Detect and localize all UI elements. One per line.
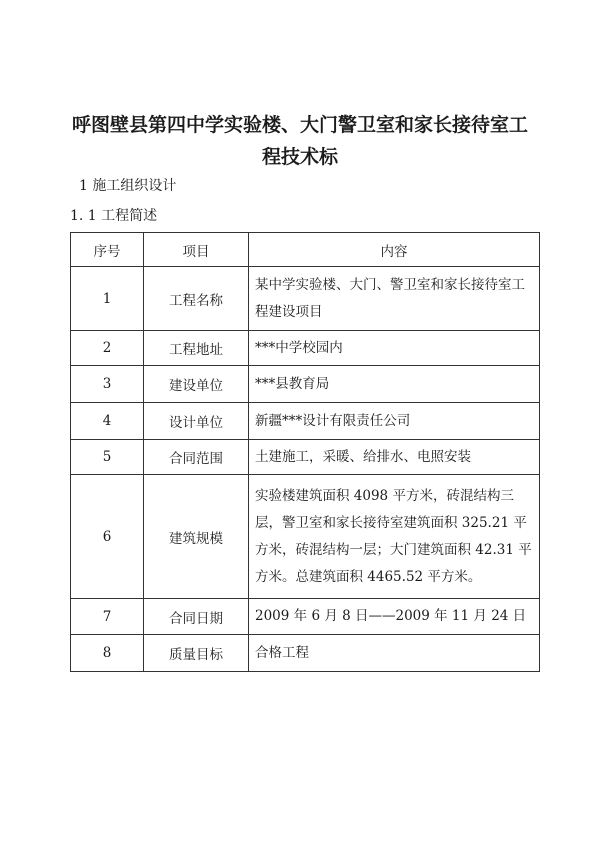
header-content: 内容 (249, 233, 540, 267)
table-row (71, 635, 540, 672)
row-content: 2009 年 6 月 8 日——2009 年 11 月 24 日 (249, 599, 540, 635)
row-content: ***县教育局 (249, 366, 540, 403)
row-content: 实验楼建筑面积 4098 平方米，砖混结构三层，警卫室和家长接待室建筑面积 325.21 平方米，砖混结构一层；大门建筑面积 42.31 平方米。总建筑面积 4465.52 平方米。 (249, 475, 540, 599)
row-content: ***中学校园内 (249, 331, 540, 366)
table-row (71, 331, 540, 366)
table-header-row (71, 233, 540, 267)
row-no: 5 (71, 440, 144, 475)
row-no: 7 (71, 599, 144, 635)
row-item: 合同日期 (144, 599, 249, 635)
section-heading: 1 施工组织设计 (79, 178, 177, 194)
table-row (71, 599, 540, 635)
project-overview-table (70, 232, 540, 672)
row-item: 合同范围 (144, 440, 249, 475)
row-no: 8 (71, 635, 144, 672)
row-item: 工程地址 (144, 331, 249, 366)
header-no: 序号 (71, 233, 144, 267)
row-item: 工程名称 (144, 267, 249, 331)
table-row (71, 475, 540, 599)
row-item: 质量目标 (144, 635, 249, 672)
header-item: 项目 (144, 233, 249, 267)
row-content: 土建施工，采暖、给排水、电照安装 (249, 440, 540, 475)
table-row (71, 403, 540, 440)
row-no: 2 (71, 331, 144, 366)
document-title-line-1: 呼图壁县第四中学实验楼、大门警卫室和家长接待室工 (71, 114, 528, 136)
row-no: 3 (71, 366, 144, 403)
table-row (71, 267, 540, 331)
row-no: 4 (71, 403, 144, 440)
row-no: 6 (71, 475, 144, 599)
table-row (71, 366, 540, 403)
row-content: 新疆***设计有限责任公司 (249, 403, 540, 440)
row-no: 1 (71, 267, 144, 331)
row-content: 合格工程 (249, 635, 540, 672)
document-title-line-2: 程技术标 (261, 146, 338, 168)
subsection-heading: 1. 1 工程简述 (70, 208, 158, 224)
row-item: 建设单位 (144, 366, 249, 403)
table-row (71, 440, 540, 475)
row-item: 设计单位 (144, 403, 249, 440)
row-item: 建筑规模 (144, 475, 249, 599)
row-content: 某中学实验楼、大门、警卫室和家长接待室工程建设项目 (249, 267, 540, 331)
